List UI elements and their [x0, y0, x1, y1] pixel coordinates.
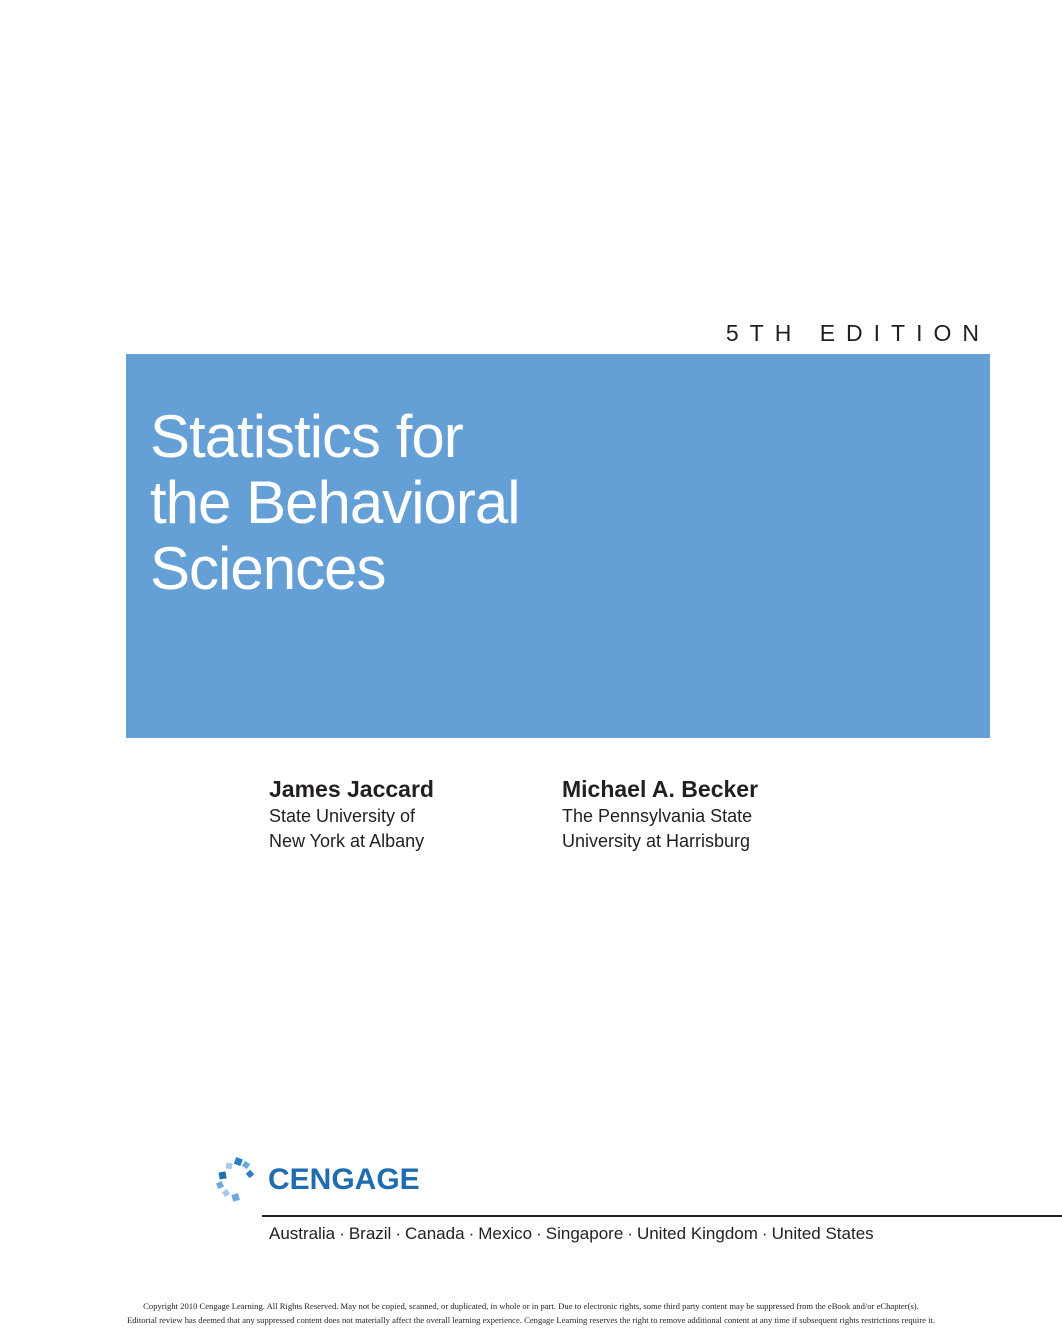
- author-affiliation: [562, 804, 758, 854]
- author-name: Michael A. Becker: [562, 776, 759, 802]
- edition-label: 5TH EDITION: [725, 320, 990, 346]
- copyright-line: Editorial review has deemed that any suppressed content does not materially affect the overall learning experience. Cengage Learning reserves the right to remove additional content at any time if subsequent rights restrictions require it.: [126, 1315, 936, 1325]
- book-title: [150, 404, 520, 602]
- publisher-locations: [269, 1224, 874, 1244]
- location: Canada: [405, 1224, 465, 1243]
- divider-rule: [262, 1215, 1062, 1217]
- affiliation-line: State University of: [269, 806, 416, 826]
- separator-dot: ·: [395, 1224, 401, 1243]
- title-line: the Behavioral: [150, 469, 520, 536]
- title-line: Sciences: [150, 535, 386, 602]
- title-line: Statistics for: [150, 403, 463, 470]
- author-affiliation: [269, 804, 434, 854]
- location: Brazil: [348, 1224, 392, 1243]
- affiliation-line: New York at Albany: [269, 831, 425, 851]
- title-block: [126, 354, 990, 738]
- location: United States: [771, 1224, 874, 1243]
- location: Mexico: [478, 1224, 533, 1243]
- publisher-name: CENGAGE: [268, 1163, 420, 1196]
- separator-dot: ·: [761, 1224, 768, 1243]
- location: United Kingdom: [636, 1224, 758, 1243]
- author-jaccard: [269, 774, 434, 854]
- copyright-notice: [0, 1299, 1062, 1327]
- separator-dot: ·: [468, 1224, 475, 1243]
- cengage-logo-icon: [214, 1156, 262, 1204]
- separator-dot: ·: [536, 1224, 542, 1243]
- location: Australia: [269, 1224, 336, 1243]
- location: Singapore: [545, 1224, 624, 1243]
- separator-dot: ·: [339, 1224, 345, 1243]
- author-name: James Jaccard: [269, 776, 434, 802]
- affiliation-line: University at Harrisburg: [562, 831, 751, 851]
- copyright-line: Copyright 2010 Cengage Learning. All Rights Reserved. May not be copied, scanned, or duplicated, in whole or in part. Due to electronic rights, some third party content may be suppressed from the eBook and/or eChapter(s).: [143, 1301, 919, 1311]
- author-becker: [562, 774, 758, 854]
- publisher-logo: [214, 1156, 420, 1204]
- affiliation-line: The Pennsylvania State: [562, 806, 753, 826]
- separator-dot: ·: [627, 1224, 633, 1243]
